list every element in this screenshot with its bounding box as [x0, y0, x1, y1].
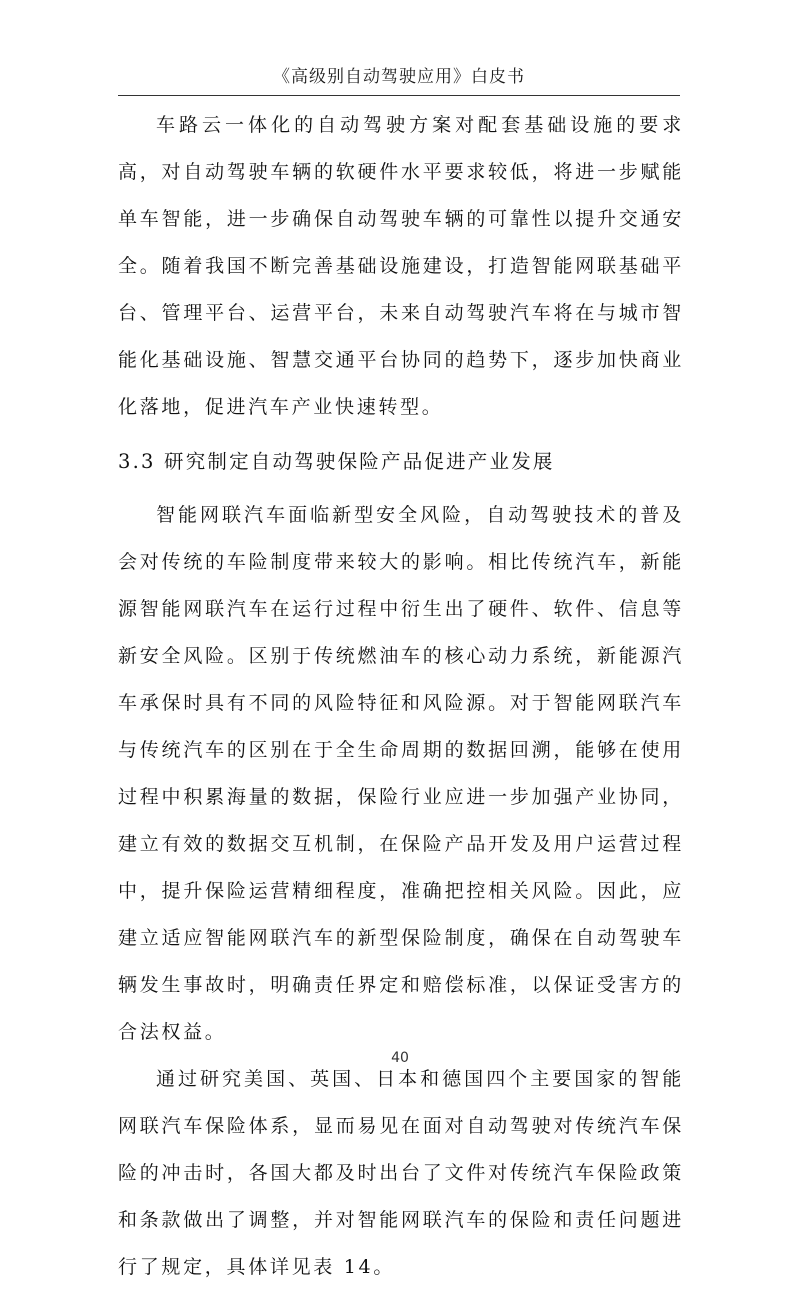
document-header-title: 《高级别自动驾驶应用》白皮书: [273, 67, 525, 87]
document-body: [118, 102, 684, 1291]
body-paragraph: 车路云一体化的自动驾驶方案对配套基础设施的要求高，对自动驾驶车辆的软硬件水平要求较低，将进一步赋能单车智能，进一步确保自动驾驶车辆的可靠性以提升交通安全。随着我国不断完善基础设施建设，打造智能网联基础平台、管理平台、运营平台，未来自动驾驶汽车将在与城市智能化基础设施、智慧交通平台协同的趋势下，逐步加快商业化落地，促进汽车产业快速转型。: [118, 114, 684, 418]
body-paragraph: 通过研究美国、英国、日本和德国四个主要国家的智能网联汽车保险体系，显而易见在面对自动驾驶对传统汽车保险的冲击时，各国大都及时出台了文件对传统汽车保险政策和条款做出了调整，并对智能网联汽车的保险和责任问题进行了规定，具体详见表 14。: [118, 1068, 684, 1278]
section-heading: 3.3 研究制定自动驾驶保险产品促进产业发展: [118, 450, 555, 473]
body-paragraph: 智能网联汽车面临新型安全风险，自动驾驶技术的普及会对传统的车险制度带来较大的影响。相比传统汽车，新能源智能网联汽车在运行过程中衍生出了硬件、软件、信息等新安全风险。区别于传统燃油车的核心动力系统，新能源汽车承保时具有不同的风险特征和风险源。对于智能网联汽车与传统汽车的区别在于全生命周期的数据回溯，能够在使用过程中积累海量的数据，保险行业应进一步加强产业协同，建立有效的数据交互机制，在保险产品开发及用户运营过程中，提升保险运营精细程度，准确把控相关风险。因此，应建立适应智能网联汽车的新型保险制度，确保在自动驾驶车辆发生事故时，明确责任界定和赔偿标准，以保证受害方的合法权益。: [118, 504, 684, 1043]
header-divider: [118, 95, 680, 96]
page-number: 40: [391, 1050, 409, 1066]
